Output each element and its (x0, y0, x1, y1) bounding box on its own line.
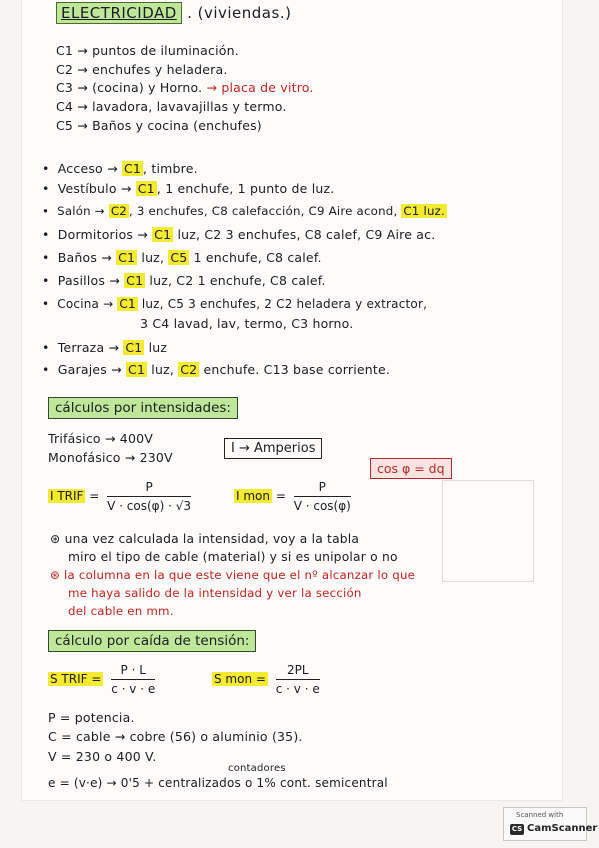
watermark-top-text: Scanned with (516, 811, 564, 819)
room-detail: , 1 enchufe, 1 punto de luz. (156, 181, 335, 196)
circuit-3-note: → placa de vitro. (206, 80, 314, 95)
formula-i-mon-label: I mon (236, 489, 270, 503)
notebook-page (22, 0, 562, 800)
room-detail: , timbre. (143, 161, 198, 176)
room-detail-2: enchufe. C13 base corriente. (199, 362, 391, 377)
circuit-3-text: C3 → (cocina) y Horno. (56, 80, 203, 95)
room-terraza (42, 342, 167, 355)
room-circuit-hl: C1 (118, 250, 136, 265)
formula-s-mon-label: S mon = (214, 672, 266, 686)
room-circuit-hl: C1 (126, 273, 144, 288)
title-main: ELECTRICIDAD (56, 2, 182, 24)
room-circuit-hl: C1 (137, 181, 155, 196)
trifasico-line: Trifásico → 400V (48, 431, 154, 446)
room-name: Dormitorios → (57, 227, 148, 242)
room-circuit-hl: C2 (110, 204, 127, 218)
section-caida-heading: cálculo por caída de tensión: (48, 630, 256, 652)
room-garajes (42, 364, 390, 377)
room-banos (42, 252, 322, 265)
formula-denominator: V · cos(φ) (293, 499, 351, 513)
room-acceso (42, 163, 198, 176)
formula-i-trif: I TRIF = $\frac{P}{V \cdot \cos(\varphi) \cdot √3}$ (50, 480, 192, 513)
circuit-1: C1 → puntos de iluminación. (56, 43, 239, 58)
section-intensidades-heading: cálculos por intensidades: (48, 397, 238, 419)
cos-phi-box: cos φ = dq (370, 458, 452, 479)
room-circuit-hl: C1 (123, 161, 142, 176)
room-name: Salón → (57, 204, 105, 218)
room-cocina-cont: 3 C4 lavad, lav, termo, C3 horno. (140, 316, 354, 331)
room-name: Terraza → (57, 340, 120, 355)
room-detail: luz (144, 340, 168, 355)
circuit-3 (56, 82, 314, 95)
formula-s-trif-fraction (111, 663, 155, 696)
circuit-4: C4 → lavadora, lavavajillas y termo. (56, 99, 287, 114)
faint-sketch (442, 480, 534, 582)
room-name: Garajes → (57, 362, 122, 377)
note-1: ⊛ una vez calculada la intensidad, voy a la tabla (50, 532, 360, 546)
room-circuit-hl: C1 (119, 297, 136, 311)
room-detail: luz, (147, 362, 175, 377)
def-p: P = potencia. (48, 710, 135, 725)
amperios-box: I → Amperios (224, 438, 322, 459)
formula-numerator: 2PL (276, 663, 320, 680)
page-title (56, 4, 291, 22)
room-detail: luz, C5 3 enchufes, 2 C2 heladera y extractor, (137, 297, 428, 311)
room-detail: luz, C2 1 enchufe, C8 calef. (145, 273, 326, 288)
def-v: V = 230 o 400 V. (48, 749, 157, 764)
formula-i-trif-label: I TRIF (50, 489, 84, 503)
note-2: miro el tipo de cable (material) y si es unipolar o no (68, 550, 398, 564)
formula-i-mon: I mon = $\frac{P}{V \cdot \cos(\varphi)}$ (236, 480, 351, 513)
room-name: Vestíbulo → (57, 181, 132, 196)
room-circuit-hl-2: C2 (180, 362, 198, 377)
room-salon (42, 206, 447, 218)
formula-denominator: c · v · e (111, 682, 156, 696)
camscanner-logo-icon: CS (511, 825, 523, 833)
formula-denominator: V · cos(φ) · √3 (107, 499, 192, 513)
room-name: Baños → (57, 250, 112, 265)
monofasico-line: Monofásico → 230V (48, 450, 173, 465)
room-circuit-hl: C1 (128, 362, 146, 377)
room-circuit-hl-2: C5 (170, 250, 188, 265)
formula-s-trif (48, 663, 155, 696)
room-pasillos (42, 275, 326, 288)
room-detail-2: 1 enchufe, C8 calef. (189, 250, 322, 265)
note-5: del cable en mm. (68, 604, 174, 618)
formula-s-mon (212, 663, 320, 696)
room-detail: luz, C2 3 enchufes, C8 calef, C9 Aire ac. (173, 227, 436, 242)
room-name: Acceso → (57, 161, 118, 176)
formula-s-trif-label: S TRIF = (50, 672, 102, 686)
formula-numerator: P · L (111, 663, 155, 680)
watermark-brand: CamScanner (527, 823, 598, 834)
note-3: ⊛ la columna en la que este viene que el nº alcanzar lo que (50, 568, 416, 582)
room-circuit-hl: C1 (154, 227, 172, 242)
room-dormitorios (42, 229, 435, 242)
formula-i-trif-fraction (107, 480, 191, 513)
room-cocina (42, 298, 427, 310)
note-4: me haya salido de la intensidad y ver la sección (68, 586, 362, 600)
camscanner-watermark (503, 807, 598, 841)
room-circuit-hl-2: C1 luz. (403, 204, 445, 218)
room-detail: luz, (137, 250, 165, 265)
room-name: Cocina → (57, 297, 114, 311)
formula-i-mon-fraction (294, 480, 351, 513)
room-name: Pasillos → (57, 273, 120, 288)
formula-numerator: P (107, 480, 191, 497)
title-sub: . (viviendas.) (187, 4, 292, 22)
room-detail: , 3 enchufes, C8 calefacción, C9 Aire acond, (128, 204, 398, 218)
formula-numerator: P (294, 480, 351, 497)
def-contadores: contadores (228, 763, 286, 774)
room-circuit-hl: C1 (125, 340, 143, 355)
formula-denominator: c · v · e (275, 682, 320, 696)
def-e: e = (v·e) → 0'5 + centralizados o 1% cont. semicentral (48, 776, 388, 790)
circuit-5: C5 → Baños y cocina (enchufes) (56, 118, 262, 133)
circuit-2: C2 → enchufes y heladera. (56, 62, 228, 77)
def-c: C = cable → cobre (56) o aluminio (35). (48, 729, 303, 744)
formula-s-mon-fraction (276, 663, 320, 696)
room-vestibulo (42, 183, 334, 196)
